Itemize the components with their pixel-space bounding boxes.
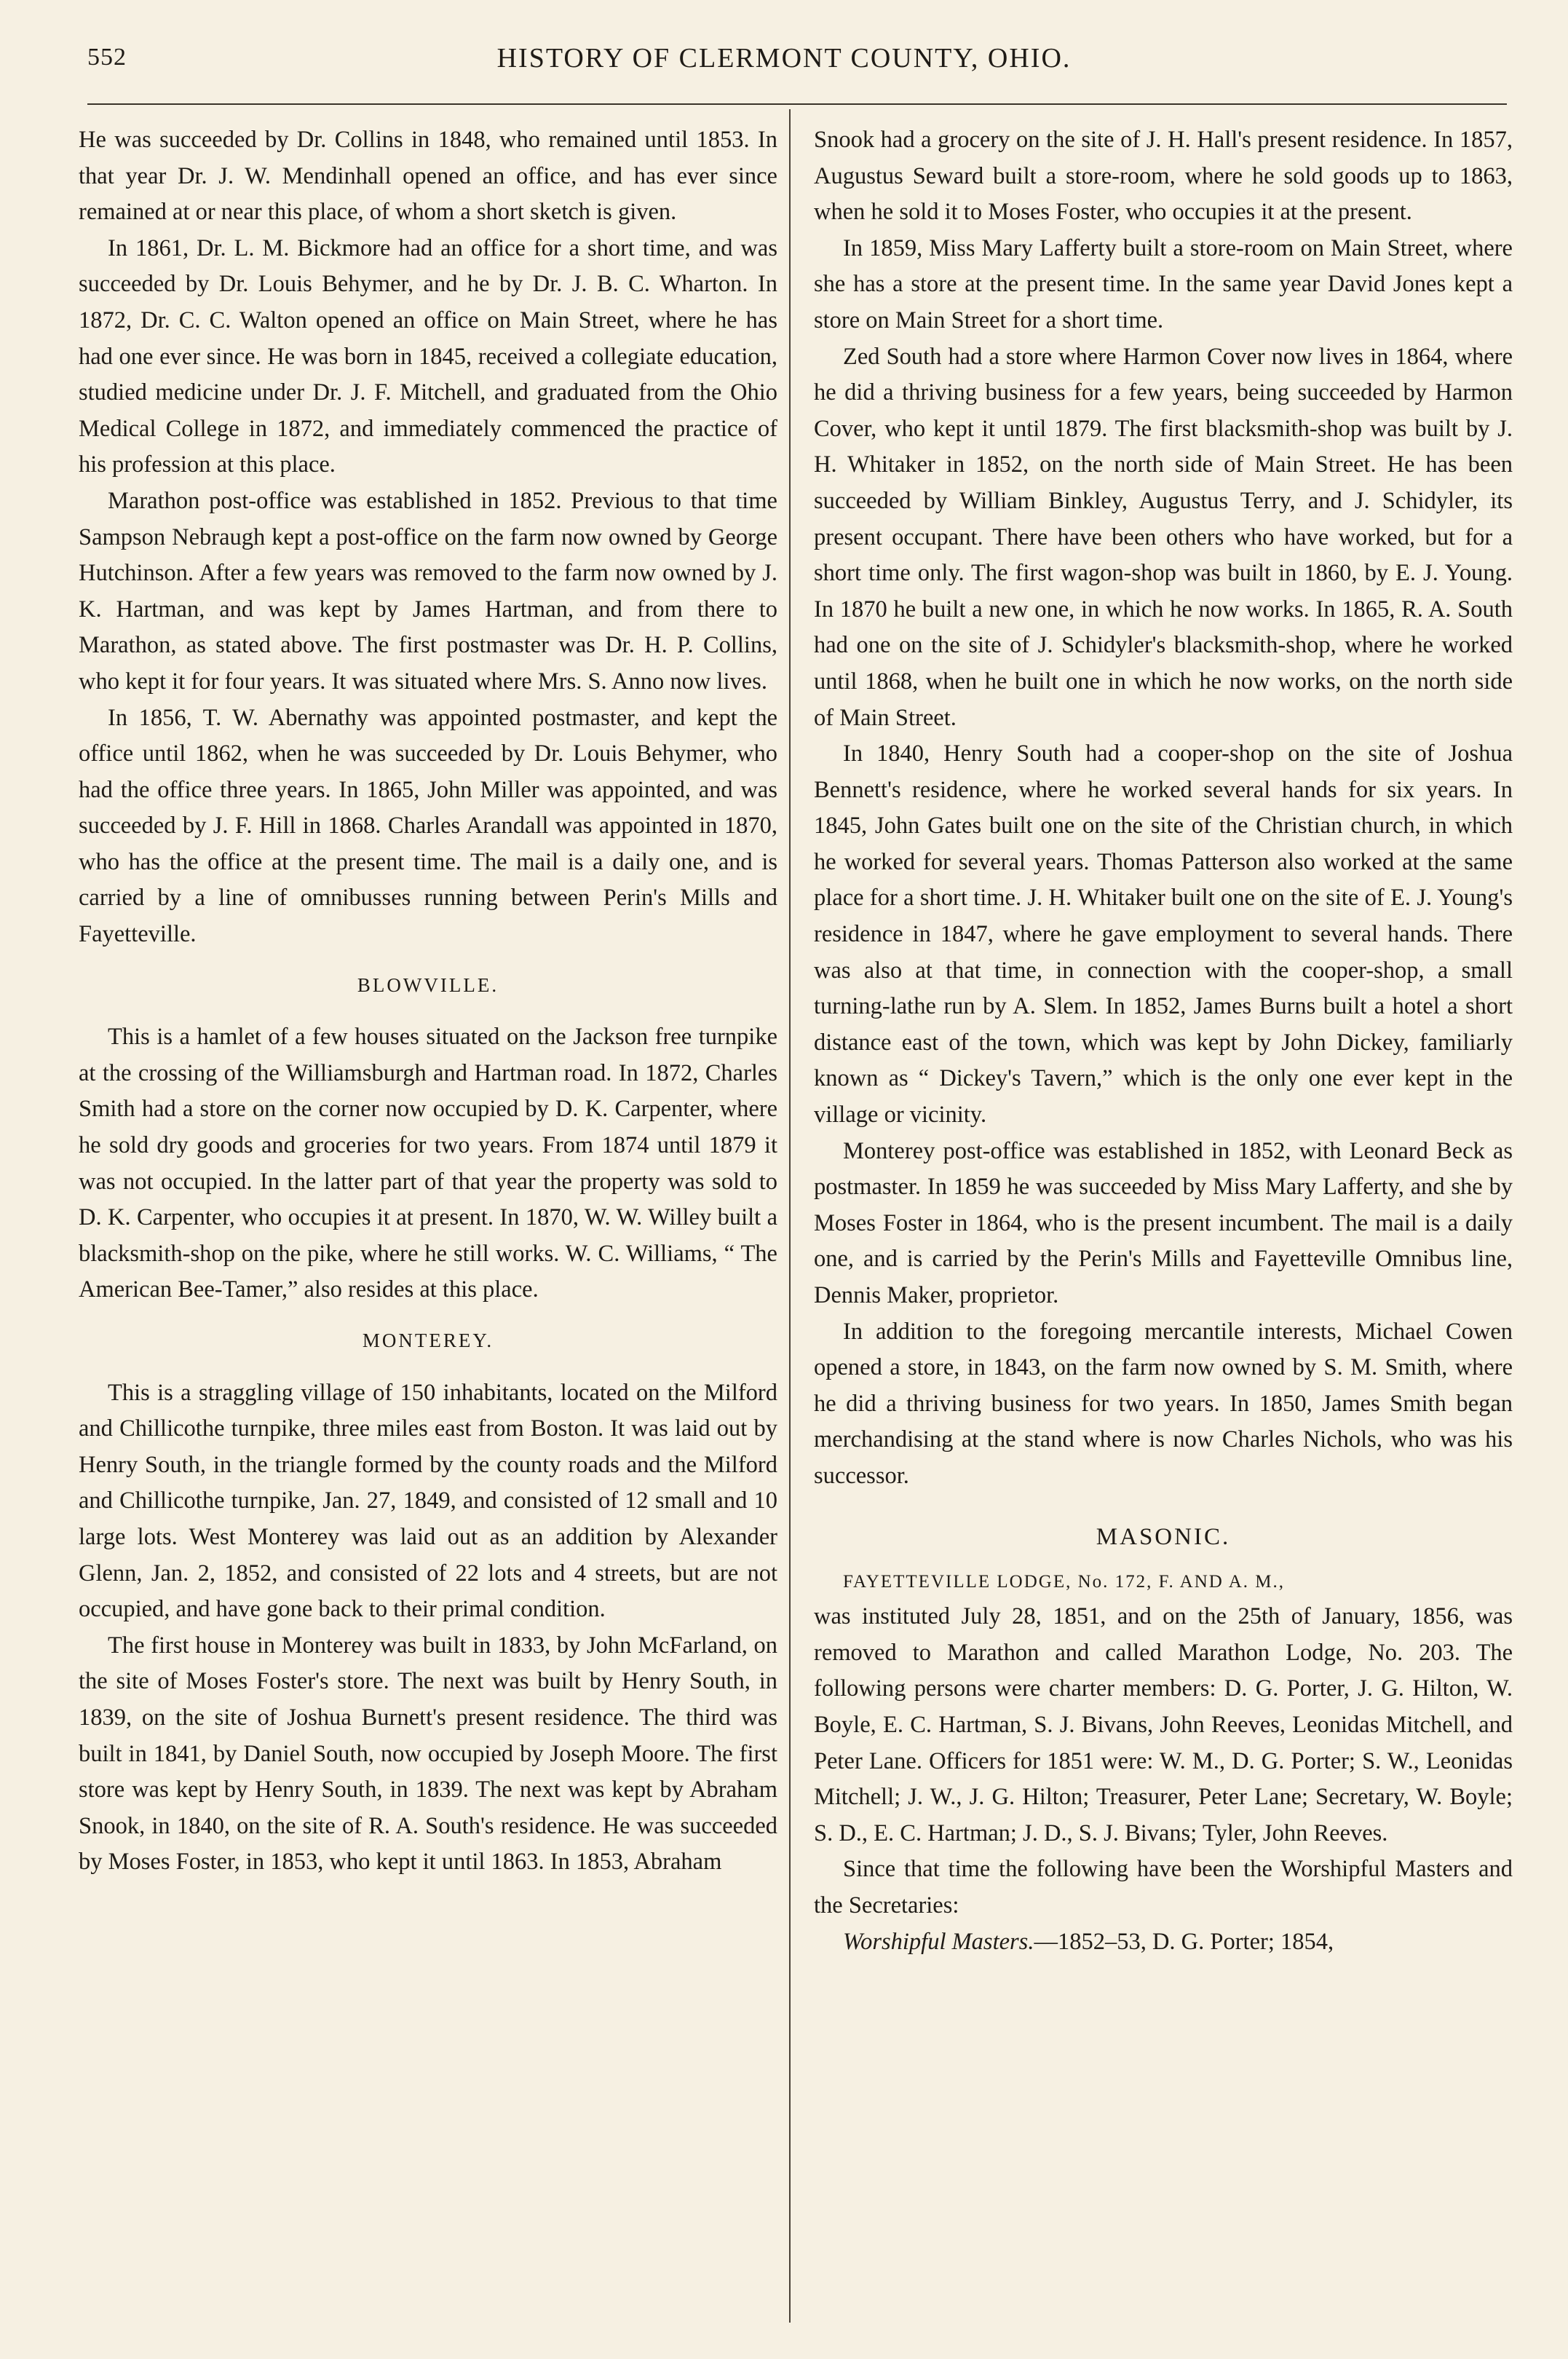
page-header bbox=[0, 0, 1568, 102]
paragraph: In 1861, Dr. L. M. Bickmore had an office for a short time, and was succeeded by Dr. Louis Behymer, and he by Dr. J. B. C. Wharton. In 1872, Dr. C. C. Walton opened an office on Main Street, where he has had one ever since. He was born in 1845, received a collegiate education, studied medicine under Dr. J. F. Mitchell, and graduated from the Ohio Medical College in 1872, and immediately commenced the practice of his profession at this place. bbox=[79, 234, 777, 478]
paragraph: Monterey post-office was established in 1852, with Leonard Beck as postmaster. In 1859 he was succeeded by Miss Mary Lafferty, and she by Moses Foster in 1864, who is the present incumbent. The mail is a daily one, and is carried by the Perin's Mills and Fayetteville Omnibus line, Dennis Maker, proprietor. bbox=[814, 1137, 1513, 1308]
paragraph: In 1840, Henry South had a cooper-shop on the site of Joshua Bennett's residence, where he worked several hands for six years. In 1845, John Gates built one on the site of the Christian church, in which he worked for several years. Thomas Patterson also worked at the same place for a short time. J. H. Whitaker built one on the site of E. J. Young's residence in 1847, where he gave employment to several hands. There was also at that time, in connection with the cooper-shop, a small turning-lathe run by A. Slem. In 1852, James Burns built a hotel a short distance east of the town, which was kept by John Dickey, familiarly known as “ Dickey's Tavern,” which is the only one ever kept in the village or vicinity. bbox=[814, 740, 1513, 1129]
worshipful-masters-text: —1852–53, D. G. Porter; 1854, bbox=[1034, 1928, 1334, 1955]
paragraph: This is a hamlet of a few houses situated on the Jackson free turnpike at the crossing of the Williamsburgh and Hartman road. In 1872, Charles Smith had a store on the corner now occupied by D. K. Carpenter, where he sold dry goods and groceries for two years. From 1874 until 1879 it was not occupied. In the latter part of that year the property was sold to D. K. Carpenter, who occupies it at present. In 1870, W. W. Willey built a blacksmith-shop on the pike, where he still works. W. C. Williams, “ The American Bee-Tamer,” also resides at this place. bbox=[79, 1024, 777, 1303]
section-heading-masonic: MASONIC. bbox=[1096, 1523, 1231, 1550]
paragraph: This is a straggling village of 150 inhabitants, located on the Milford and Chillicothe turnpike, three miles east from Boston. It was laid out by Henry South, in the triangle formed by the county roads and the Milford and Chillicothe turnpike, Jan. 27, 1849, and consisted of 12 small and 10 large lots. West Monterey was laid out as an addition by Alexander Glenn, Jan. 2, 1852, and consisted of 22 lots and 4 streets, but are not occupied, and have gone back to their primal condition. bbox=[79, 1379, 777, 1623]
paragraph: In 1859, Miss Mary Lafferty built a store-room on Main Street, where she has a store at the present time. In the same year David Jones kept a store on Main Street for a short time. bbox=[814, 234, 1513, 333]
page-number: 552 bbox=[87, 44, 127, 71]
paragraph: The first house in Monterey was built in 1833, by John McFarland, on the site of Moses Foster's store. The next was built by Henry South, in 1839, on the site of Joshua Burnett's present residence. The third was built in 1841, by Daniel South, now occupied by Joseph Moore. The first store was kept by Henry South, in 1839. The next was kept by Abraham Snook, in 1840, on the site of R. A. South's residence. He was succeeded by Moses Foster, in 1853, who kept it until 1863. In 1853, Abraham bbox=[79, 1632, 777, 1876]
header-rule bbox=[87, 103, 1507, 105]
section-heading-blowville: BLOWVILLE. bbox=[357, 973, 499, 996]
worshipful-masters-label: Worshipful Masters. bbox=[843, 1928, 1034, 1955]
section-heading-monterey: MONTEREY. bbox=[362, 1329, 494, 1351]
column-divider bbox=[789, 109, 791, 2323]
paragraph: In addition to the foregoing mercantile interests, Michael Cowen opened a store, in 1843, on the farm now owned by S. M. Smith, where he did a thriving business for two years. In 1850, James Smith began merchandising at the stand where is now Charles Nichols, who was his successor. bbox=[814, 1318, 1513, 1489]
lodge-subheading: FAYETTEVILLE LODGE, No. 172, F. AND A. M., bbox=[843, 1572, 1285, 1592]
paragraph: He was succeeded by Dr. Collins in 1848, who remained until 1853. In that year Dr. J. W. Mendinhall opened an office, and has ever since remained at or near this place, of whom a short sketch is given. bbox=[79, 127, 777, 226]
right-column bbox=[814, 122, 1513, 1960]
paragraph bbox=[814, 1924, 1513, 1961]
paragraph: was instituted July 28, 1851, and on the 25th of January, 1856, was removed to Marathon and called Marathon Lodge, No. 203. The following persons were charter members: D. G. Porter, J. G. Hilton, W. Boyle, E. C. Hartman, S. J. Bivans, John Reeves, Leonidas Mitchell, and Peter Lane. Officers for 1851 were: W. M., D. G. Porter; S. W., Leonidas Mitchell; J. W., J. G. Hilton; Treasurer, Peter Lane; Secretary, W. Boyle; S. D., E. C. Hartman; J. D., S. J. Bivans; Tyler, John Reeves. bbox=[814, 1603, 1513, 1846]
paragraph: Marathon post-office was established in 1852. Previous to that time Sampson Nebraugh kept a post-office on the farm now owned by George Hutchinson. After a few years was removed to the farm now owned by J. K. Hartman, and was kept by James Hartman, and from there to Marathon, as stated above. The first postmaster was Dr. H. P. Collins, who kept it for four years. It was situated where Mrs. S. Anno now lives. bbox=[79, 487, 777, 695]
paragraph: Since that time the following have been the Worshipful Masters and the Secretaries: bbox=[814, 1856, 1513, 1919]
paragraph: Zed South had a store where Harmon Cover now lives in 1864, where he did a thriving business for a few years, being succeeded by Harmon Cover, who kept it until 1879. The first blacksmith-shop was built by J. H. Whitaker in 1852, on the north side of Main Street. He has been succeeded by William Binkley, Augustus Terry, and J. Schidyler, its present occupant. There have been others who have worked, but for a short time only. The first wagon-shop was built in 1860, by E. J. Young. In 1870 he built a new one, in which he now works. In 1865, R. A. South had one on the site of J. Schidyler's blacksmith-shop, where he worked until 1868, when he built one in which he now works, on the north side of Main Street. bbox=[814, 343, 1513, 731]
left-column bbox=[79, 122, 777, 1881]
paragraph: Snook had a grocery on the site of J. H. Hall's present residence. In 1857, Augustus Seward built a store-room, where he sold goods up to 1863, when he sold it to Moses Foster, who occupies it at the present. bbox=[814, 127, 1513, 226]
running-title: HISTORY OF CLERMONT COUNTY, OHIO. bbox=[496, 43, 1072, 74]
paragraph: In 1856, T. W. Abernathy was appointed postmaster, and kept the office until 1862, when he was succeeded by Dr. Louis Behymer, who had the office three years. In 1865, John Miller was appointed, and was succeeded by J. F. Hill in 1868. Charles Arandall was appointed in 1870, who has the office at the present time. The mail is a daily one, and is carried by a line of omnibusses running between Perin's Mills and Fayetteville. bbox=[79, 704, 777, 948]
